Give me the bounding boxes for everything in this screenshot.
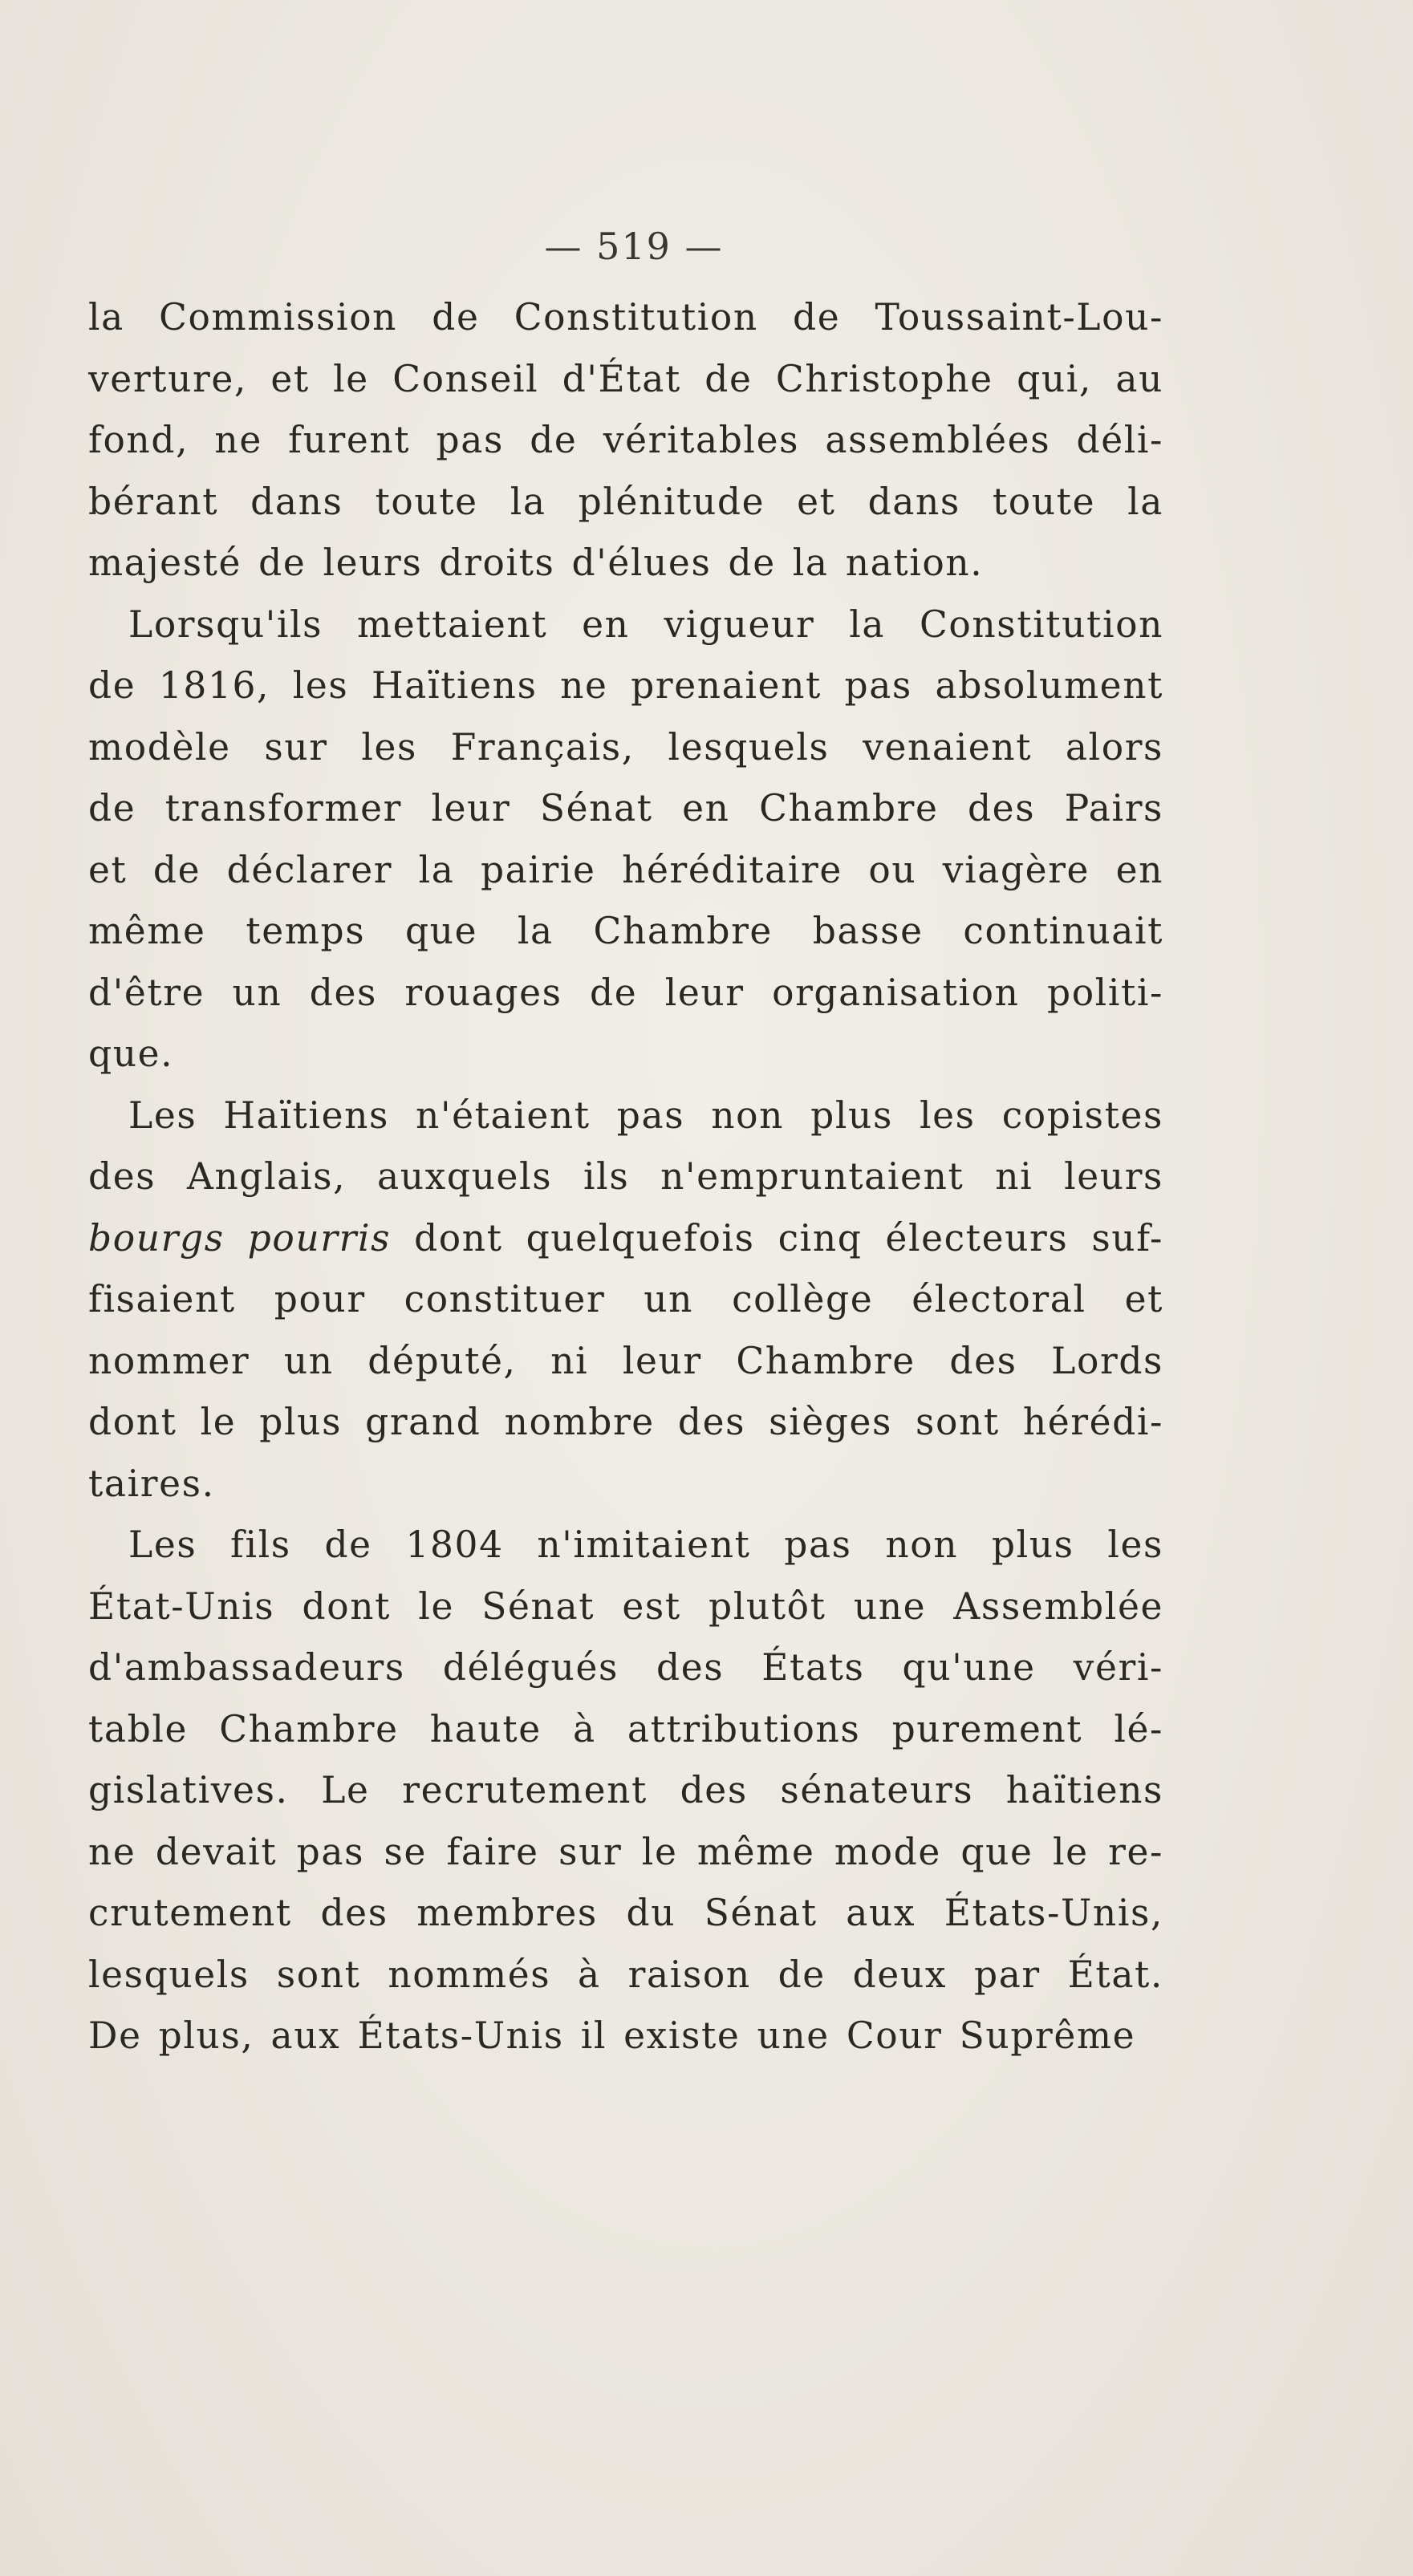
text-line: même temps que la Chambre basse continuait xyxy=(88,910,1163,952)
text-line: d'être un des rouages de leur organisation politi- xyxy=(88,971,1163,1014)
text-line: de transformer leur Sénat en Chambre des Pairs xyxy=(88,787,1163,830)
text-line: d'ambassadeurs délégués des États qu'une véri- xyxy=(88,1646,1163,1689)
text-line: modèle sur les Français, lesquels venaient alors xyxy=(88,725,1163,769)
text-line: Lorsqu'ils mettaient en vigueur la Constitution xyxy=(128,602,1163,646)
text-line: lesquels sont nommés à raison de deux par État. xyxy=(88,1953,1163,1996)
text-line: nommer un député, ni leur Chambre des Lords xyxy=(88,1339,1163,1382)
text-line: majesté de leurs droits d'élues de la nation. xyxy=(88,542,984,584)
text-line: verture, et le Conseil d'État de Christophe qui, au xyxy=(88,357,1163,400)
paragraph-2 xyxy=(88,594,1163,1085)
text-line: De plus, aux États-Unis il existe une Cour Suprême xyxy=(88,2014,1136,2057)
text-line: État-Unis dont le Sénat est plutôt une Assemblée xyxy=(88,1584,1163,1628)
page-number: — 519 — xyxy=(544,225,724,268)
text-line: taires. xyxy=(88,1462,215,1505)
text-line: Les fils de 1804 n'imitaient pas non plus les xyxy=(128,1523,1163,1566)
text-line: gislatives. Le recrutement des sénateurs haïtiens xyxy=(88,1769,1163,1811)
paragraph-3 xyxy=(88,1085,1163,1515)
text-line-with-italic xyxy=(88,1208,1163,1270)
text-line: et de déclarer la pairie héréditaire ou viagère en xyxy=(88,848,1163,891)
paragraph-1 xyxy=(88,287,1163,594)
italic-phrase: bourgs pourris xyxy=(88,1216,392,1260)
text-line: table Chambre haute à attributions purement lé- xyxy=(88,1707,1163,1750)
text-line: dont le plus grand nombre des sièges sont hérédi- xyxy=(88,1401,1163,1443)
text-line: de 1816, les Haïtiens ne prenaient pas absolument xyxy=(88,664,1163,707)
text-line: ne devait pas se faire sur le même mode que le re- xyxy=(88,1830,1163,1873)
text-line: fond, ne furent pas de véritables assemblées déli- xyxy=(88,419,1163,461)
paragraph-4 xyxy=(88,1515,1163,2067)
text-line: la Commission de Constitution de Toussaint-Lou- xyxy=(88,296,1163,339)
text-line: des Anglais, auxquels ils n'empruntaient ni leurs xyxy=(88,1155,1163,1198)
text-line: bérant dans toute la plénitude et dans toute la xyxy=(88,480,1163,523)
book-page xyxy=(88,225,1163,2067)
text-line: fisaient pour constituer un collège électoral et xyxy=(88,1278,1163,1320)
text-segment: dont quelquefois cinq électeurs suf- xyxy=(391,1216,1163,1260)
text-line: Les Haïtiens n'étaient pas non plus les copistes xyxy=(128,1093,1163,1137)
text-line: que. xyxy=(88,1032,174,1075)
text-line: crutement des membres du Sénat aux États-Unis, xyxy=(88,1892,1163,1934)
